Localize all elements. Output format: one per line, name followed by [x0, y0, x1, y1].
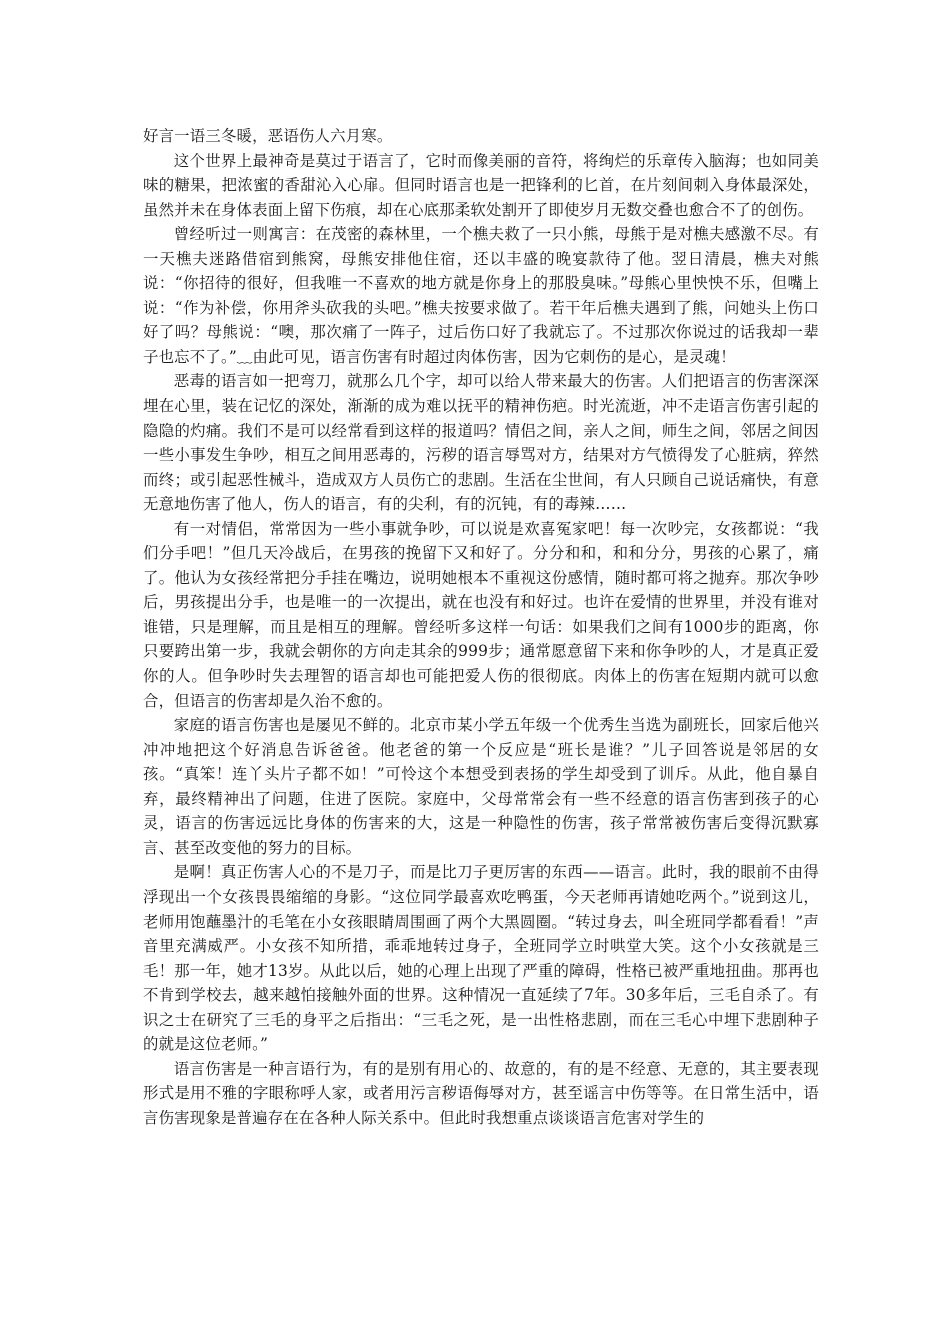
paragraph-7: 语言伤害是一种言语行为，有的是别有用心的、故意的，有的是不经意、无意的，其主要表现形式是用不雅的字眼称呼人家，或者用污言秽语侮辱对方，甚至谣言中伤等等。在日常生活中，语言伤害现象是普遍存在在各种人际关系中。但此时我想重点谈谈语言危害对学生的	[143, 1059, 819, 1127]
opening-line: 好言一语三冬暖，恶语伤人六月寒。	[143, 127, 393, 145]
paragraph-4: 有一对情侣，常常因为一些小事就争吵，可以说是欢喜冤家吧！每一次吵完，女孩都说：“我们分手吧！”但几天冷战后，在男孩的挽留下又和好了。分分和和，和和分分，男孩的心累了，痛了。他认为女孩经常把分手挂在嘴边，说明她根本不重视这份感情，随时都可将之抛弃。那次争吵后，男孩提出分手，也是唯一的一次提出，就在也没有和好过。也许在爱情的世界里，并没有谁对谁错，只是理解，而且是相互的理解。曾经听多这样一句话：如果我们之间有1000步的距离，你只要跨出第一步，我就会朝你的方向走其余的999步；通常愿意留下来和你争吵的人，才是真正爱你的人。但争吵时失去理智的语言却也可能把爱人伤的很彻底。肉体上的伤害在短期内就可以愈合，但语言的伤害却是久治不愈的。	[143, 519, 819, 710]
paragraph-1: 这个世界上最神奇是莫过于语言了，它时而像美丽的音符，将绚烂的乐章传入脑海；也如同美味的糖果，把浓蜜的香甜沁入心扉。但同时语言也是一把锋利的匕首，在片刻间刺入身体最深处，虽然并未在身体表面上留下伤痕，却在心底那柔软处割开了即使岁月无数交叠也愈合不了的创伤。	[143, 151, 819, 219]
paragraph-2: 曾经听过一则寓言：在茂密的森林里，一个樵夫救了一只小熊，母熊于是对樵夫感激不尽。有一天樵夫迷路借宿到熊窝，母熊安排他住宿，还以丰盛的晚宴款待了他。翌日清晨，樵夫对熊说：“你招待的很好，但我唯一不喜欢的地方就是你身上的那股臭味。”母熊心里怏怏不乐，但嘴上说：“作为补偿，你用斧头砍我的头吧。”樵夫按要求做了。若干年后樵夫遇到了熊，问她头上伤口好了吗？母熊说：“噢，那次痛了一阵子，过后伤口好了我就忘了。不过那次你说过的话我却一辈子也忘不了。”﹏由此可见，语言伤害有时超过肉体伤害，因为它刺伤的是心，是灵魂！	[143, 225, 819, 366]
paragraph-5: 家庭的语言伤害也是屡见不鲜的。北京市某小学五年级一个优秀生当选为副班长，回家后他兴冲冲地把这个好消息告诉爸爸。他老爸的第一个反应是“班长是谁？”儿子回答说是邻居的女孩。“真笨！连丫头片子都不如！”可怜这个本想受到表扬的学生却受到了训斥。从此，他自暴自弃，最终精神出了问题，住进了医院。家庭中，父母常常会有一些不经意的语言伤害到孩子的心灵，语言的伤害远远比身体的伤害来的大，这是一种隐性的伤害，孩子常常被伤害后变得沉默寡言、甚至改变他的努力的目标。	[143, 716, 819, 857]
document-body	[143, 124, 819, 1130]
paragraph-6: 是啊！真正伤害人心的不是刀子，而是比刀子更厉害的东西——语言。此时，我的眼前不由得浮现出一个女孩畏畏缩缩的身影。“这位同学最喜欢吃鸭蛋，今天老师再请她吃两个。”说到这儿，老师用饱蘸墨汁的毛笔在小女孩眼睛周围画了两个大黑圆圈。“转过身去，叫全班同学都看看！”声音里充满威严。小女孩不知所措，乖乖地转过身子，全班同学立时哄堂大笑。这个小女孩就是三毛！那一年，她才13岁。从此以后，她的心理上出现了严重的障碍，性格已被严重地扭曲。那再也不肯到学校去，越来越怕接触外面的世界。这种情况一直延续了7年。30多年后，三毛自杀了。有识之士在研究了三毛的身平之后指出：“三毛之死，是一出性格悲剧，而在三毛心中埋下悲剧种子的就是这位老师。”	[143, 863, 819, 1054]
paragraph-3: 恶毒的语言如一把弯刀，就那么几个字，却可以给人带来最大的伤害。人们把语言的伤害深深埋在心里，装在记忆的深处，渐渐的成为难以抚平的精神伤疤。时光流逝，冲不走语言伤害引起的隐隐的灼痛。我们不是可以经常看到这样的报道吗？情侣之间，亲人之间，师生之间，邻居之间因一些小事发生争吵，相互之间用恶毒的，污秽的语言辱骂对方，结果对方气愤得发了心脏病，猝然而终；或引起恶性械斗，造成双方人员伤亡的悲剧。生活在尘世间，有人只顾自己说话痛快，有意无意地伤害了他人，伤人的语言，有的尖利，有的沉钝，有的毒辣……	[143, 372, 819, 514]
